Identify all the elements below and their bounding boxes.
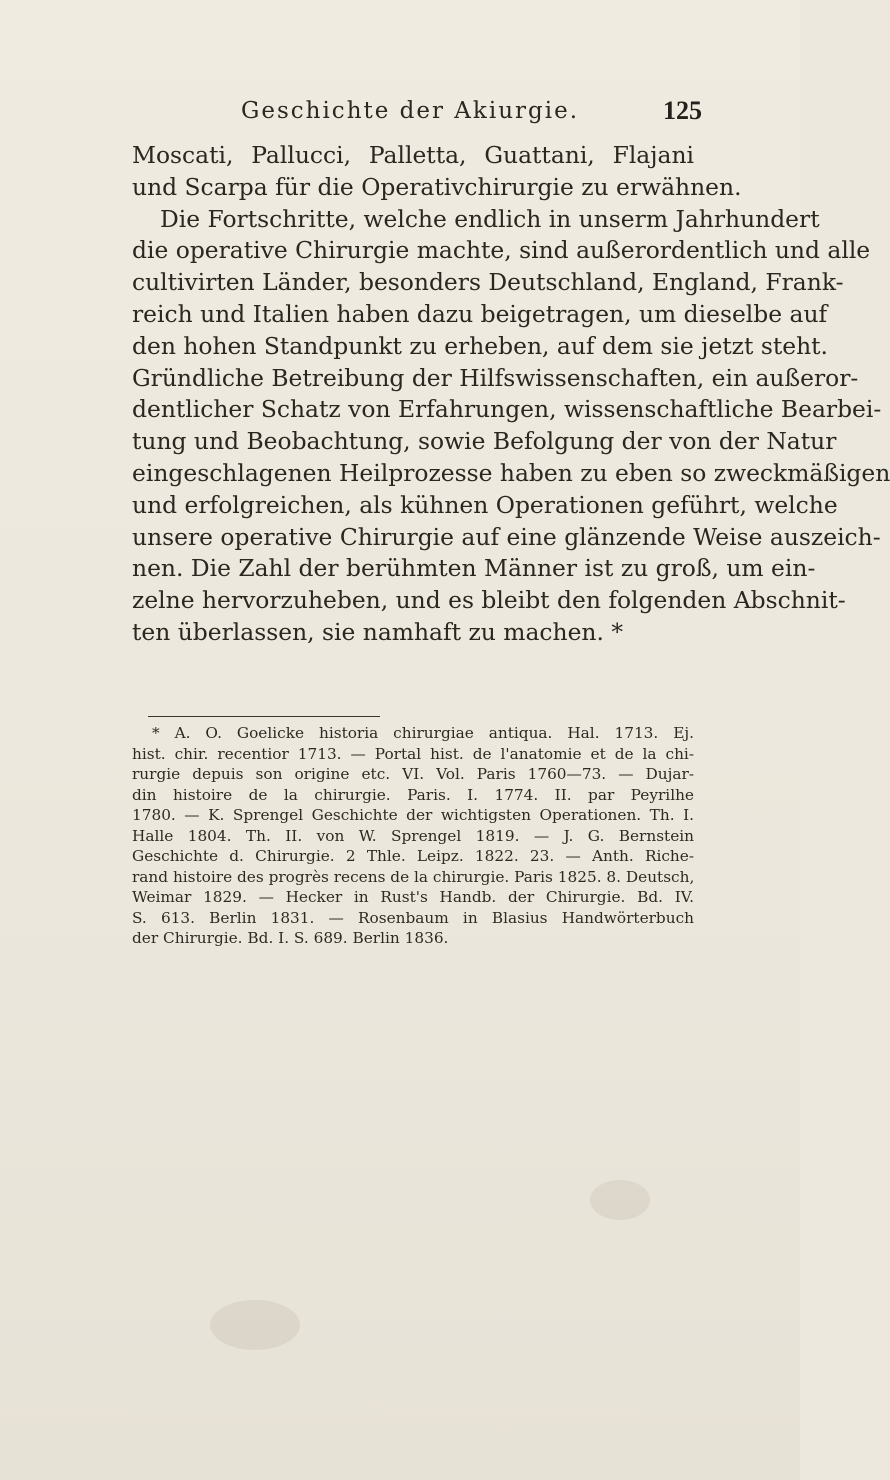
footnote-line: 1780. — K. Sprengel Geschichte der wichtigsten Operationen. Th. I. — [132, 806, 694, 824]
running-title: Geschichte der Akiurgie. — [240, 98, 580, 124]
text-line: unsere operative Chirurgie auf eine glänzende Weise auszeich- — [132, 522, 881, 551]
footnote-line: * A. O. Goelicke historia chirurgiae antiqua. Hal. 1713. Ej. — [152, 724, 694, 742]
text-line: tung und Beobachtung, sowie Befolgung der von der Natur — [132, 427, 837, 456]
footnote — [132, 723, 694, 949]
text-line: Moscati, Pallucci, Palletta, Guattani, Flajani — [132, 141, 694, 169]
footnote-line: rand histoire des progrès recens de la chirurgie. Paris 1825. 8. Deutsch, — [132, 867, 695, 886]
footnote-divider — [148, 716, 380, 717]
text-line: zelne hervorzuheben, und es bleibt den folgenden Abschnit- — [132, 586, 846, 615]
text-line: Gründliche Betreibung der Hilfswissenschaften, ein außeror- — [132, 363, 859, 392]
text-line: reich und Italien haben dazu beigetragen, um dieselbe auf — [132, 299, 828, 328]
text-line: cultivirten Länder, besonders Deutschland, England, Frank- — [132, 268, 844, 297]
footnote-line: Weimar 1829. — Hecker in Rust's Handb. der Chirurgie. Bd. IV. — [132, 888, 694, 906]
footnote-line: din histoire de la chirurgie. Paris. I. 1774. II. par Peyrilhe — [132, 785, 694, 804]
text-line: nen. Die Zahl der berühmten Männer ist zu groß, um ein- — [132, 554, 816, 583]
text-line: Die Fortschritte, welche endlich in unserm Jahrhundert — [160, 204, 820, 233]
paper-stain — [210, 1300, 300, 1350]
text-line: die operative Chirurgie machte, sind außerordentlich und alle — [132, 236, 871, 265]
footnote-line: Geschichte d. Chirurgie. 2 Thle. Leipz. 1822. 23. — Anth. Riche- — [132, 847, 694, 865]
page-number: 125 — [663, 96, 702, 125]
text-line: ten überlassen, sie namhaft zu machen. * — [132, 617, 624, 646]
footnote-line: rurgie depuis son origine etc. VI. Vol. Paris 1760—73. — Dujar- — [132, 765, 694, 783]
main-text — [132, 140, 890, 649]
text-line: und erfolgreichen, als kühnen Operationen geführt, welche — [132, 490, 838, 519]
footnote-line: Halle 1804. Th. II. von W. Sprengel 1819. — J. G. Bernstein — [132, 826, 694, 845]
footnote-line: der Chirurgie. Bd. I. S. 689. Berlin 1836. — [132, 929, 449, 947]
text-line: eingeschlagenen Heilprozesse haben zu eben so zweckmäßigen — [132, 458, 890, 487]
page-header — [130, 96, 702, 138]
footnote-line: hist. chir. recentior 1713. — Portal hist. de l'anatomie et de la chi- — [132, 744, 694, 763]
text-line: dentlicher Schatz von Erfahrungen, wissenschaftliche Bearbei- — [132, 395, 882, 424]
footnote-line: S. 613. Berlin 1831. — Rosenbaum in Blasius Handwörterbuch — [132, 908, 694, 927]
text-line: und Scarpa für die Operativchirurgie zu erwähnen. — [132, 172, 742, 201]
paper-stain — [590, 1180, 650, 1220]
text-line: den hohen Standpunkt zu erheben, auf dem sie jetzt steht. — [132, 331, 828, 360]
